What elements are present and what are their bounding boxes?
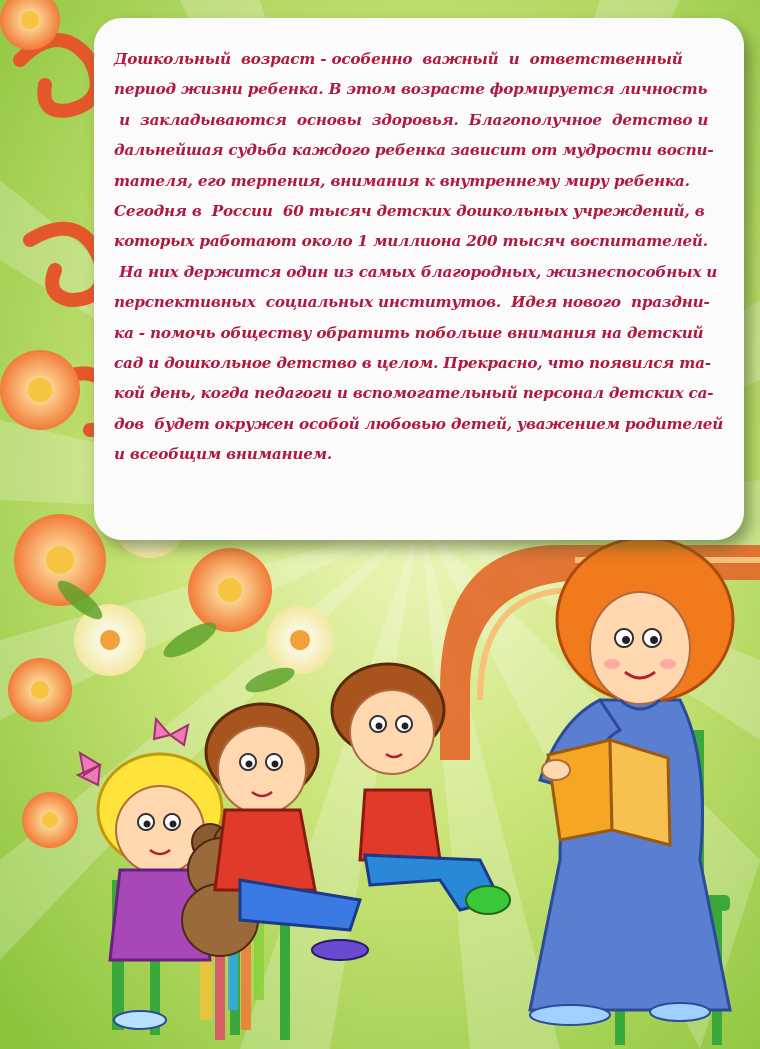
- text-line: кой день, когда педагоги и вспомогательный персонал детских са-: [114, 384, 714, 403]
- text-line: перспективных социальных институтов. Идея нового праздни-: [114, 293, 710, 312]
- text-line: ка - помочь обществу обратить побольше внимания на детский: [114, 323, 704, 342]
- text-line: период жизни ребенка. В этом возрасте формируется личность: [114, 80, 708, 99]
- text-line: дальнейшая судьба каждого ребенка зависит от мудрости воспи-: [114, 141, 714, 160]
- text-line: дов будет окружен особой любовью детей, уважением родителей: [114, 414, 724, 433]
- card-text: [114, 44, 728, 470]
- text-line: Дошкольный возраст - особенно важный и ответственный: [114, 50, 683, 68]
- text-line: и закладываются основы здоровья. Благополучное детство и: [114, 110, 709, 129]
- text-line: которых работают около 1 миллиона 200 тысяч воспитателей.: [114, 232, 708, 251]
- open-book: [542, 740, 670, 845]
- text-line: тателя, его терпения, внимания к внутреннему миру ребенка.: [114, 171, 690, 190]
- text-line: и всеобщим вниманием.: [114, 445, 332, 464]
- text-line: На них держится один из самых благородных, жизнеспособных и: [114, 262, 718, 281]
- text-card: [94, 18, 744, 540]
- text-line: Сегодня в России 60 тысяч детских дошкольных учреждений, в: [114, 202, 705, 221]
- text-line: сад и дошкольное детство в целом. Прекрасно, что появился та-: [114, 354, 711, 373]
